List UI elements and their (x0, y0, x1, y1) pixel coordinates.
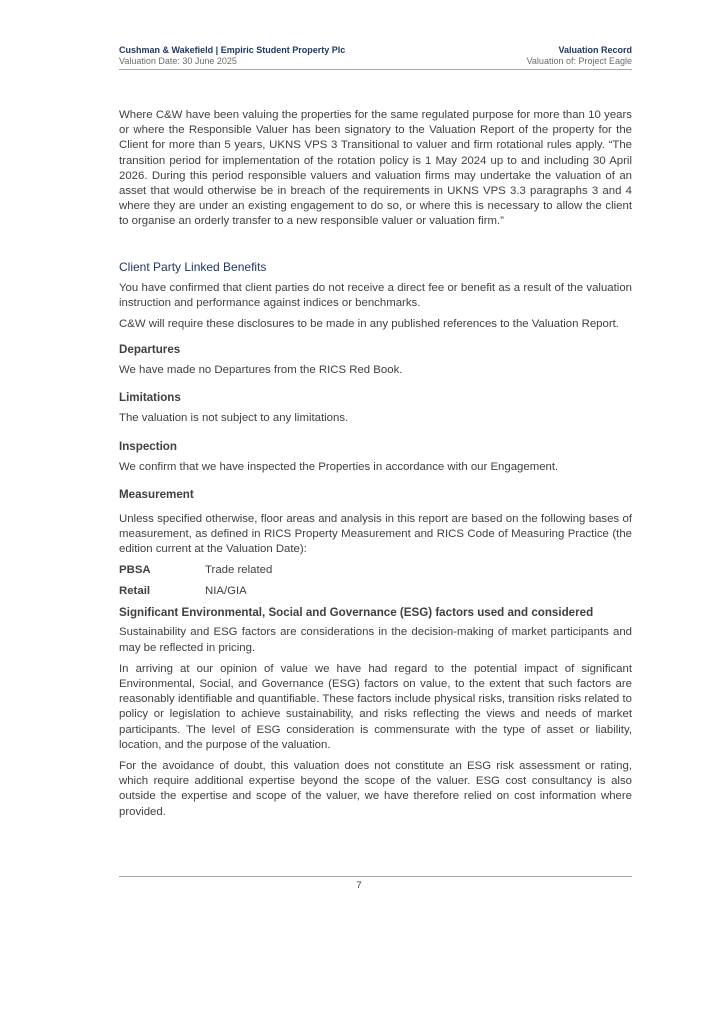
limitations-text: The valuation is not subject to any limitations. (119, 412, 349, 425)
esg-paragraph-2: In arriving at our opinion of value we have had regard to the potential impact of significant Environmental, Social, and Governance (ESG) factors on value, to the extent that such factors are reasonably identifiable and quantifiable. These factors include physical risks, transition risks related to policy or legislation to achieve sustainability, and risks reflecting the views and needs of market participants. The level of ESG consideration is commensurate with the type of asset or liability, location, and the purpose of the valuation. (119, 662, 632, 751)
header-valuation-date: Valuation Date: 30 June 2025 (119, 56, 237, 66)
footer-divider (119, 876, 632, 877)
inspection-heading: Inspection (119, 439, 177, 453)
inspection-text: We confirm that we have inspected the Properties in accordance with our Engagement. (119, 460, 559, 473)
header-company-title: Cushman & Wakefield | Empiric Student Property Plc (119, 45, 346, 55)
page-number: 7 (356, 880, 362, 891)
header-document-title: Valuation Record (558, 45, 632, 55)
basis-value: Trade related (205, 564, 273, 577)
limitations-heading: Limitations (119, 391, 181, 405)
basis-type: PBSA (119, 564, 151, 577)
esg-paragraph-3: For the avoidance of doubt, this valuation does not constitute an ESG risk assessment or rating, which require additional expertise beyond the scope of the valuer. ESG cost consultancy is also outside the expertise and scope of the valuer, we have therefore relied on cost information where provided. (119, 760, 632, 818)
page-body (119, 108, 632, 820)
basis-value: NIA/GIA (205, 585, 247, 598)
measurement-text: Unless specified otherwise, floor areas and analysis in this report are based on the following bases of measurement, as defined in RICS Property Measurement and RICS Code of Measuring Practice (the edition current at the Valuation Date): (119, 512, 632, 556)
header-title-row (119, 45, 632, 56)
departures-text: We have made no Departures from the RICS Red Book. (119, 364, 403, 377)
departures-heading: Departures (119, 343, 181, 357)
header-subtitle-row (119, 56, 632, 67)
client-party-paragraph-1: You have confirmed that client parties do not receive a direct fee or benefit as a result of the valuation instruction and performance against indices or benchmarks. (119, 281, 632, 309)
client-party-heading: Client Party Linked Benefits (119, 259, 267, 274)
rotation-paragraph: Where C&W have been valuing the properties for the same regulated purpose for more than 10 years or where the Responsible Valuer has been signatory to the Valuation Report of the property for the Client for more than 5 years, UKNS VPS 3 Transitional to valuer and firm rotational rules apply. “The transition period for implementation of the rotation policy is 1 May 2024 up to and including 30 April 2026. During this period responsible valuers and valuation firms may undertake the valuation of an asset that would otherwise be in breach of the requirements in UKNS VPS 3.3 paragraphs 3 and 4 where they are under an existing engagement to do so, or where this is necessary to allow the client to organise an orderly transfer to a new responsible valuer or valuation firm.” (119, 109, 632, 228)
basis-type: Retail (119, 585, 151, 598)
header-project-name: Valuation of: Project Eagle (526, 56, 632, 66)
measurement-basis-row (119, 584, 632, 599)
page-header (119, 45, 632, 70)
measurement-basis-row (119, 563, 632, 578)
esg-paragraph-1: Sustainability and ESG factors are considerations in the decision-making of market participants and may be reflected in pricing. (119, 626, 632, 654)
esg-heading: Significant Environmental, Social and Governance (ESG) factors used and considered (119, 606, 594, 620)
measurement-heading: Measurement (119, 487, 194, 501)
client-party-paragraph-2: C&W will require these disclosures to be made in any published references to the Valuation Report. (119, 318, 619, 331)
